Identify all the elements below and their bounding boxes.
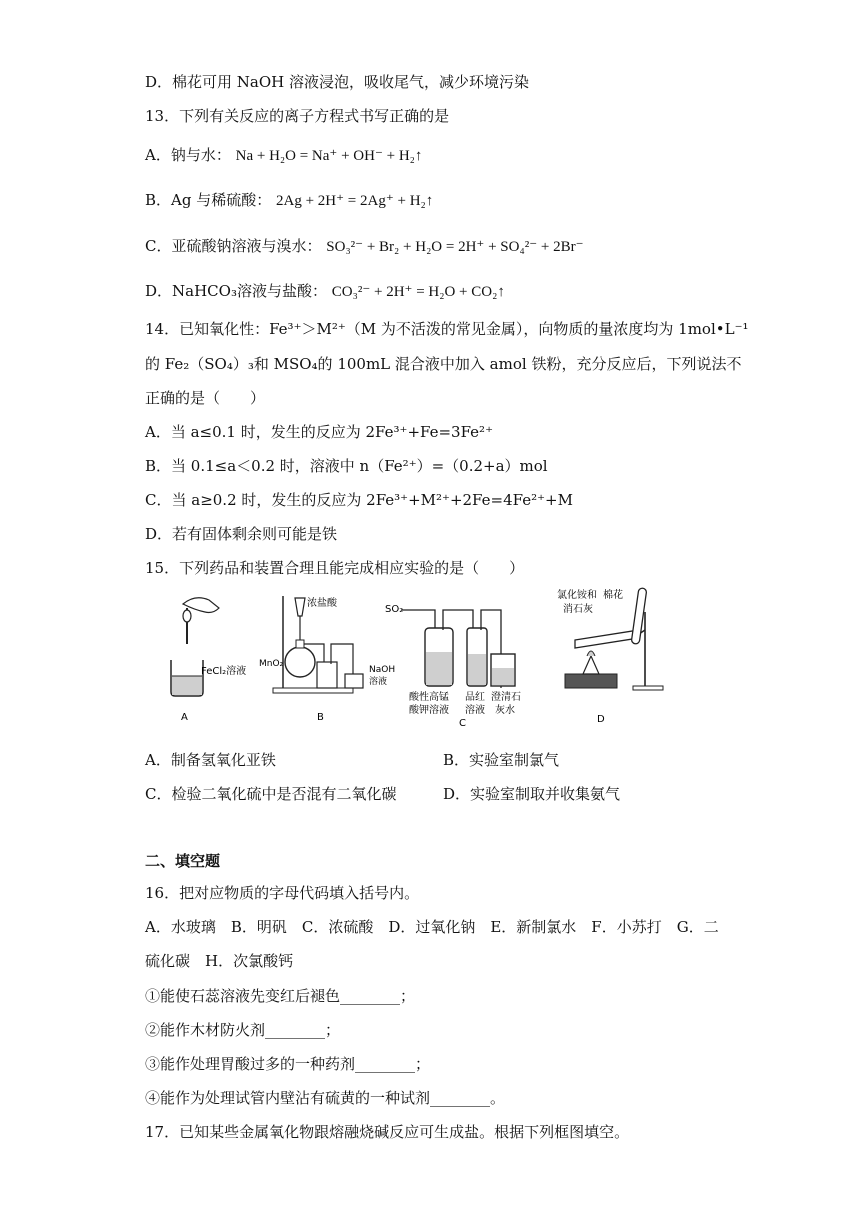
fig-c-beaker3-label-2: 灰水: [495, 705, 515, 716]
fig-b-letter: B: [317, 712, 324, 723]
fig-d-label-1: 氯化铵和: [557, 590, 597, 601]
q13-option-b: [145, 190, 433, 211]
section-2-heading: 二、填空题: [145, 852, 221, 870]
q13-b-equation: 2Ag + 2H⁺ = 2Ag⁺ + H₂↑: [276, 193, 434, 209]
q14-stem-line1: 14．已知氧化性：Fe³⁺＞M²⁺（M 为不活泼的常见金属），向物质的量浓度均为 1mol•L⁻¹: [145, 320, 749, 338]
fig-a-letter: A: [181, 712, 188, 723]
q16-options-line1: A．水玻璃 B．明矾 C．浓硫酸 D．过氧化钠 E．新制氯水 F．小苏打 G．二: [145, 918, 719, 936]
figure-c: [385, 604, 521, 729]
q14-stem-line3: 正确的是（ ）: [145, 389, 266, 407]
fig-c-bottle2-label-2: 溶液: [465, 705, 485, 716]
q13-d-equation: CO₃²⁻ + 2H⁺ = H₂O + CO₂↑: [331, 284, 505, 300]
q15-option-d: D．实验室制取并收集氨气: [443, 785, 621, 803]
q16-item-4: ④能作为处理试管内壁沾有硫黄的一种试剂________。: [145, 1089, 506, 1107]
q15-apparatus-figures: [145, 582, 685, 732]
q13-a-label: A．钠与水：: [145, 146, 231, 164]
q16-stem: 16．把对应物质的字母代码填入括号内。: [145, 884, 420, 902]
q13-stem: 13．下列有关反应的离子方程式书写正确的是: [145, 107, 450, 125]
fig-b-solid-label: MnO₂: [259, 659, 284, 669]
fig-b-base-label-1: NaOH: [369, 665, 396, 675]
fig-a-reagent-label: FeCl₂溶液: [201, 666, 247, 677]
q13-b-label: B．Ag 与稀硫酸：: [145, 191, 272, 209]
wash-bottle-icon: [317, 662, 337, 688]
q12-option-d: D．棉花可用 NaOH 溶液浸泡，吸收尾气，减少环境污染: [145, 73, 530, 91]
q16-options-line2: 硫化碳 H．次氯酸钙: [145, 952, 294, 970]
q16-item-2: ②能作木材防火剂________；: [145, 1021, 341, 1039]
test-tube-icon: [575, 630, 639, 648]
lamp-icon: [583, 656, 599, 674]
q13-a-equation: Na + H₂O = Na⁺ + OH⁻ + H₂↑: [235, 148, 423, 164]
q15-stem: 15．下列药品和装置合理且能完成相应实验的是（ ）: [145, 559, 525, 577]
q16-item-3: ③能作处理胃酸过多的一种药剂________；: [145, 1055, 431, 1073]
q17-stem: 17．已知某些金属氧化物跟熔融烧碱反应可生成盐。根据下列框图填空。: [145, 1123, 630, 1141]
fig-b-acid-label: 浓盐酸: [307, 598, 337, 609]
q14-option-d: D．若有固体剩余则可能是铁: [145, 525, 338, 543]
figure-a: [171, 598, 246, 723]
q15-option-c: C．检验二氧化硫中是否混有二氧化碳: [145, 785, 397, 803]
funnel-icon: [295, 598, 305, 616]
fig-c-letter: C: [459, 718, 466, 729]
fig-c-bottle1-label-2: 酸钾溶液: [409, 705, 449, 716]
q15-option-a: A．制备氢氧化亚铁: [145, 751, 276, 769]
q14-stem-line2: 的 Fe₂（SO₄）₃和 MSO₄的 100mL 混合液中加入 amol 铁粉，充分反应后，下列说法不: [145, 355, 742, 373]
fig-d-letter: D: [597, 714, 605, 725]
q15-option-b: B．实验室制氯气: [443, 751, 560, 769]
q14-option-c: C．当 a≥0.2 时，发生的反应为 2Fe³⁺+M²⁺+2Fe=4Fe²⁺+M: [145, 491, 573, 509]
q13-c-equation: SO₃²⁻ + Br₂ + H₂O = 2H⁺ + SO₄²⁻ + 2Br⁻: [326, 239, 584, 255]
naoh-beaker-icon: [345, 674, 363, 688]
q14-option-a: A．当 a≤0.1 时，发生的反应为 2Fe³⁺+Fe=3Fe²⁺: [145, 423, 493, 441]
q13-c-label: C．亚硫酸钠溶液与溴水：: [145, 237, 322, 255]
fig-d-cotton-label: 棉花: [603, 590, 623, 601]
q13-option-a: [145, 145, 422, 166]
fig-c-beaker3-label-1: 澄清石: [491, 692, 521, 703]
fig-d-label-2: 消石灰: [563, 604, 593, 615]
figure-b: [259, 596, 395, 723]
q14-option-b: B．当 0.1≤a＜0.2 时，溶液中 n（Fe²⁺）=（0.2+a）mol: [145, 457, 548, 475]
flask-icon: [285, 647, 315, 677]
fig-c-bottle2-label-1: 品红: [465, 692, 485, 703]
fig-c-gas-label: SO₂: [385, 604, 404, 615]
q16-item-1: ①能使石蕊溶液先变红后褪色________；: [145, 987, 416, 1005]
fig-b-base-label-2: 溶液: [369, 677, 388, 687]
q13-d-label: D．NaHCO₃溶液与盐酸：: [145, 282, 327, 300]
burner-base-icon: [565, 674, 617, 688]
q13-option-d: [145, 281, 505, 302]
q13-option-c: [145, 236, 584, 257]
fig-c-bottle1-label-1: 酸性高锰: [409, 692, 449, 703]
figure-d: [557, 588, 663, 725]
